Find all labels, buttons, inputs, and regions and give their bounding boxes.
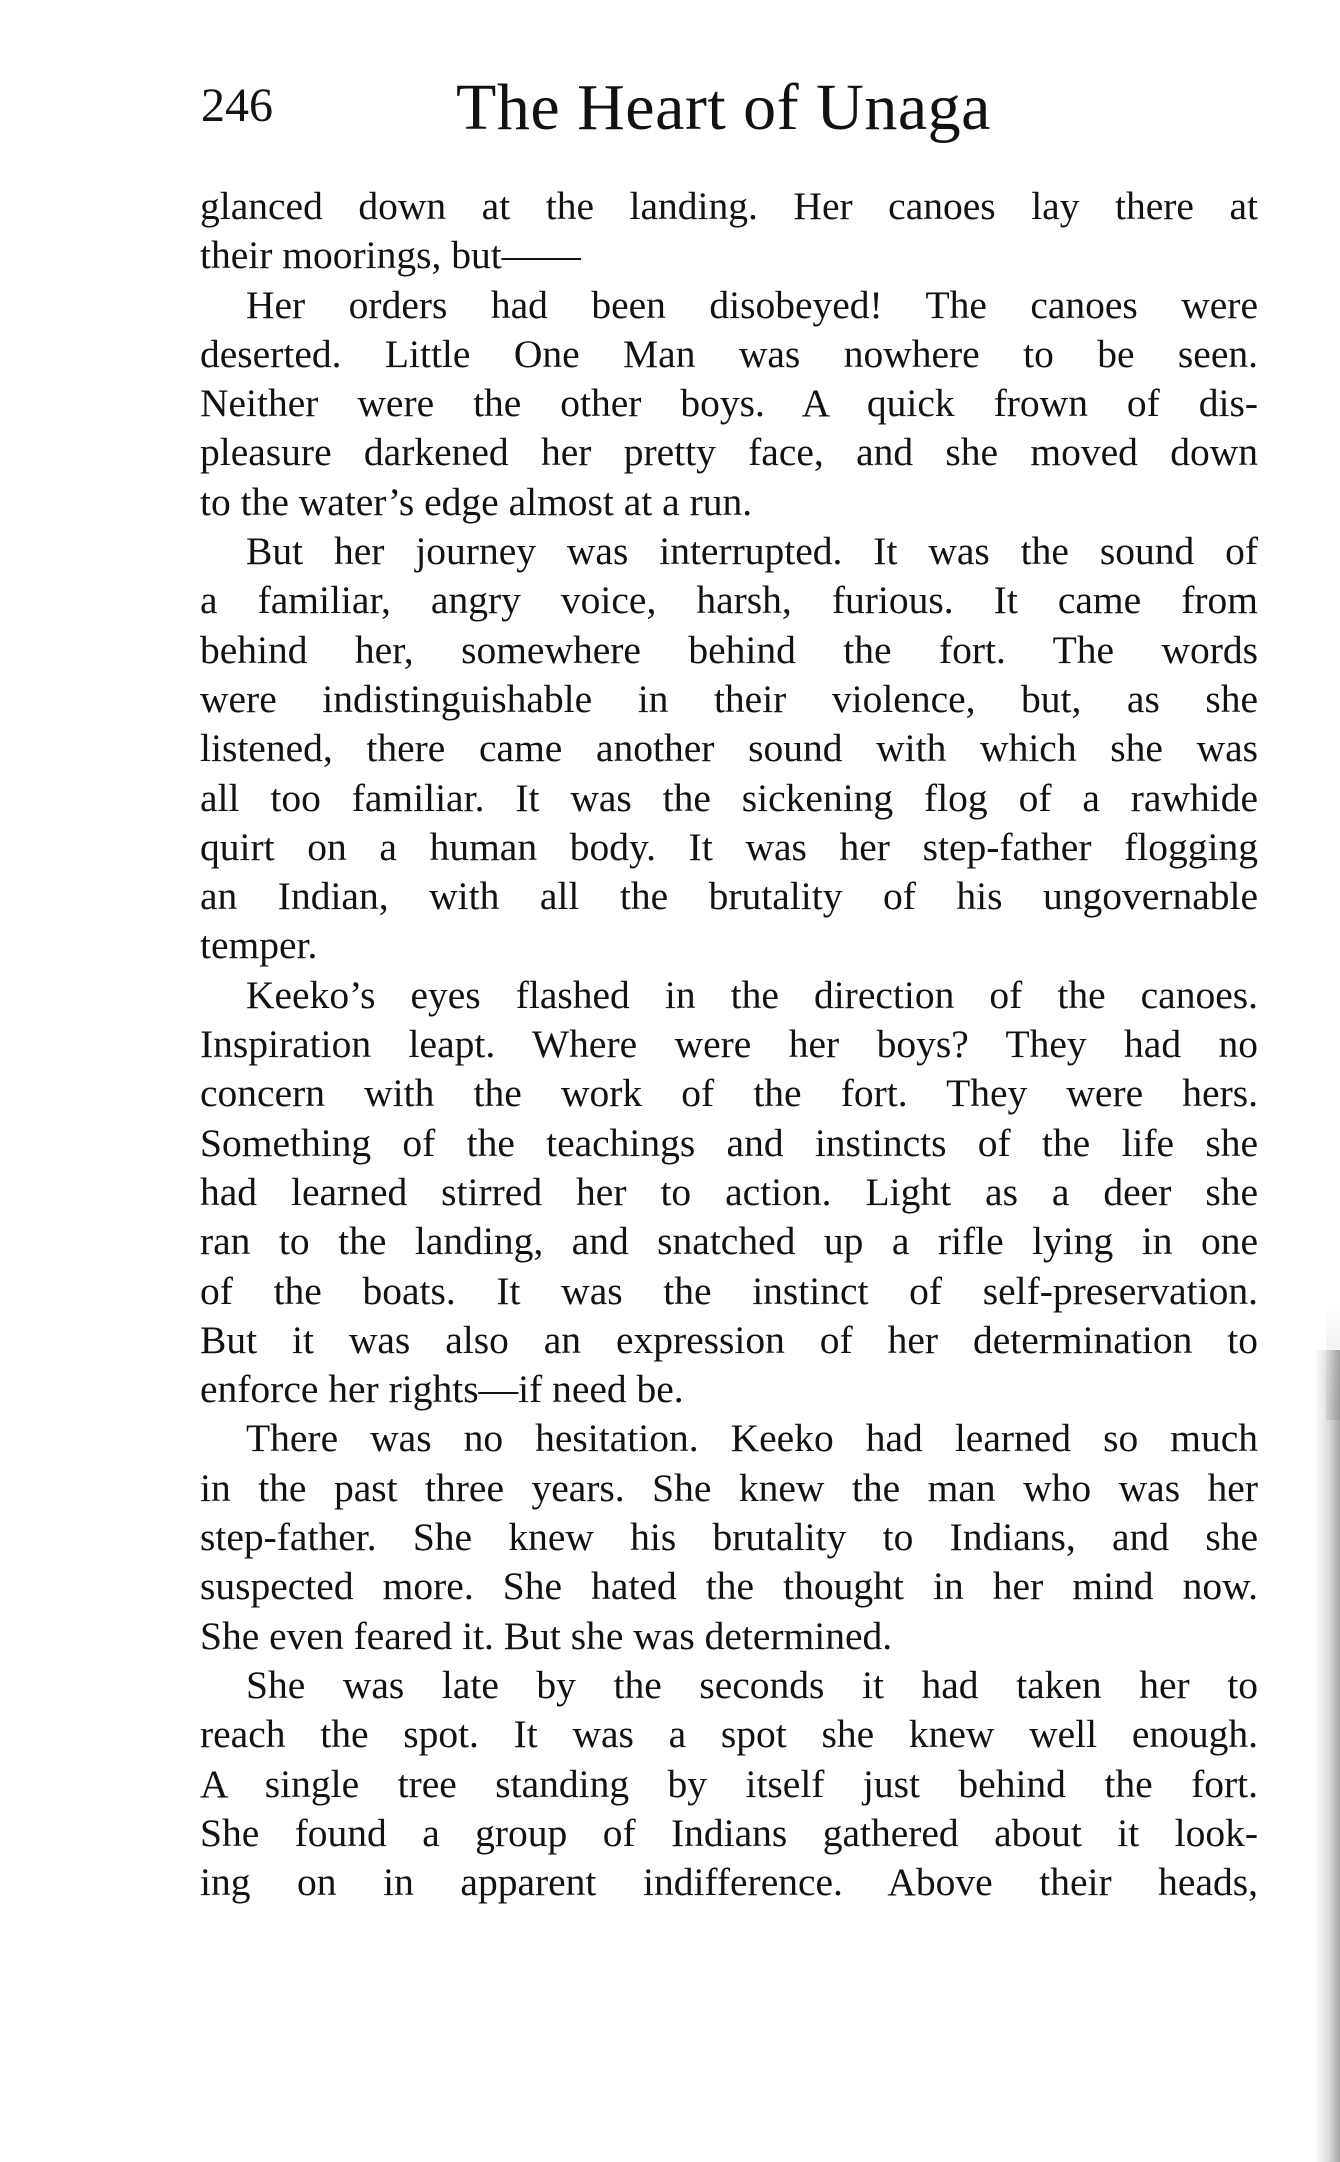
body-text bbox=[200, 182, 1258, 1907]
text-line: concern with the work of the fort. They were hers. bbox=[200, 1071, 1258, 1116]
text-line: their moorings, but—— bbox=[200, 233, 581, 278]
text-line: step-father. She knew his brutality to Indians, and she bbox=[200, 1515, 1258, 1560]
text-line: suspected more. She hated the thought in her mind now. bbox=[200, 1564, 1258, 1609]
paragraph bbox=[200, 281, 1258, 527]
text-line: But it was also an expression of her determination to bbox=[200, 1317, 1258, 1362]
text-line: She found a group of Indians gathered about it look- bbox=[200, 1810, 1258, 1855]
text-line: She even feared it. But she was determined. bbox=[200, 1613, 893, 1658]
text-line: Something of the teachings and instincts of the life she bbox=[200, 1120, 1258, 1165]
text-line: enforce her rights—if need be. bbox=[200, 1367, 684, 1412]
page-number: 246 bbox=[201, 79, 273, 132]
text-line: Inspiration leapt. Where were her boys? They had no bbox=[200, 1022, 1258, 1067]
text-line: deserted. Little One Man was nowhere to be seen. bbox=[200, 331, 1258, 376]
paragraph bbox=[200, 527, 1258, 971]
text-line: quirt on a human body. It was her step-father flogging bbox=[200, 824, 1258, 869]
text-line: ran to the landing, and snatched up a rifle lying in one bbox=[200, 1219, 1258, 1264]
paragraph bbox=[200, 1661, 1258, 1907]
text-line: listened, there came another sound with which she was bbox=[200, 726, 1258, 771]
text-line: ing on in apparent indifference. Above their heads, bbox=[200, 1860, 1258, 1905]
text-line: She was late by the seconds it had taken her to bbox=[246, 1662, 1258, 1707]
text-line: Neither were the other boys. A quick frown of dis- bbox=[200, 381, 1258, 426]
page-edge-shadow bbox=[1314, 1350, 1340, 2162]
text-line: in the past three years. She knew the man who was her bbox=[200, 1465, 1258, 1510]
text-line: There was no hesitation. Keeko had learned so much bbox=[246, 1416, 1258, 1461]
text-line: reach the spot. It was a spot she knew well enough. bbox=[200, 1712, 1258, 1757]
text-line: a familiar, angry voice, harsh, furious. It came from bbox=[200, 578, 1258, 623]
paragraph bbox=[200, 1414, 1258, 1660]
text-line: temper. bbox=[200, 923, 318, 968]
text-line: behind her, somewhere behind the fort. The words bbox=[200, 627, 1258, 672]
text-line: an Indian, with all the brutality of his ungovernable bbox=[200, 874, 1258, 919]
paragraph bbox=[200, 971, 1258, 1415]
text-line: to the water’s edge almost at a run. bbox=[200, 479, 753, 524]
paragraph bbox=[200, 182, 1258, 281]
text-line: pleasure darkened her pretty face, and she moved down bbox=[200, 430, 1258, 475]
text-line: Keeko’s eyes flashed in the direction of the canoes. bbox=[246, 972, 1258, 1017]
text-line: A single tree standing by itself just behind the fort. bbox=[200, 1761, 1258, 1806]
text-line: of the boats. It was the instinct of self-preservation. bbox=[200, 1268, 1258, 1313]
text-line: But her journey was interrupted. It was the sound of bbox=[246, 529, 1258, 574]
text-line: all too familiar. It was the sickening flog of a rawhide bbox=[200, 775, 1258, 820]
text-line: Her orders had been disobeyed! The canoes were bbox=[246, 282, 1258, 327]
text-line: glanced down at the landing. Her canoes lay there at bbox=[200, 184, 1258, 228]
page-header bbox=[198, 70, 1258, 150]
text-line: had learned stirred her to action. Light as a deer she bbox=[200, 1169, 1258, 1214]
text-line: were indistinguishable in their violence, but, as she bbox=[200, 676, 1258, 721]
running-title: The Heart of Unaga bbox=[456, 71, 991, 144]
